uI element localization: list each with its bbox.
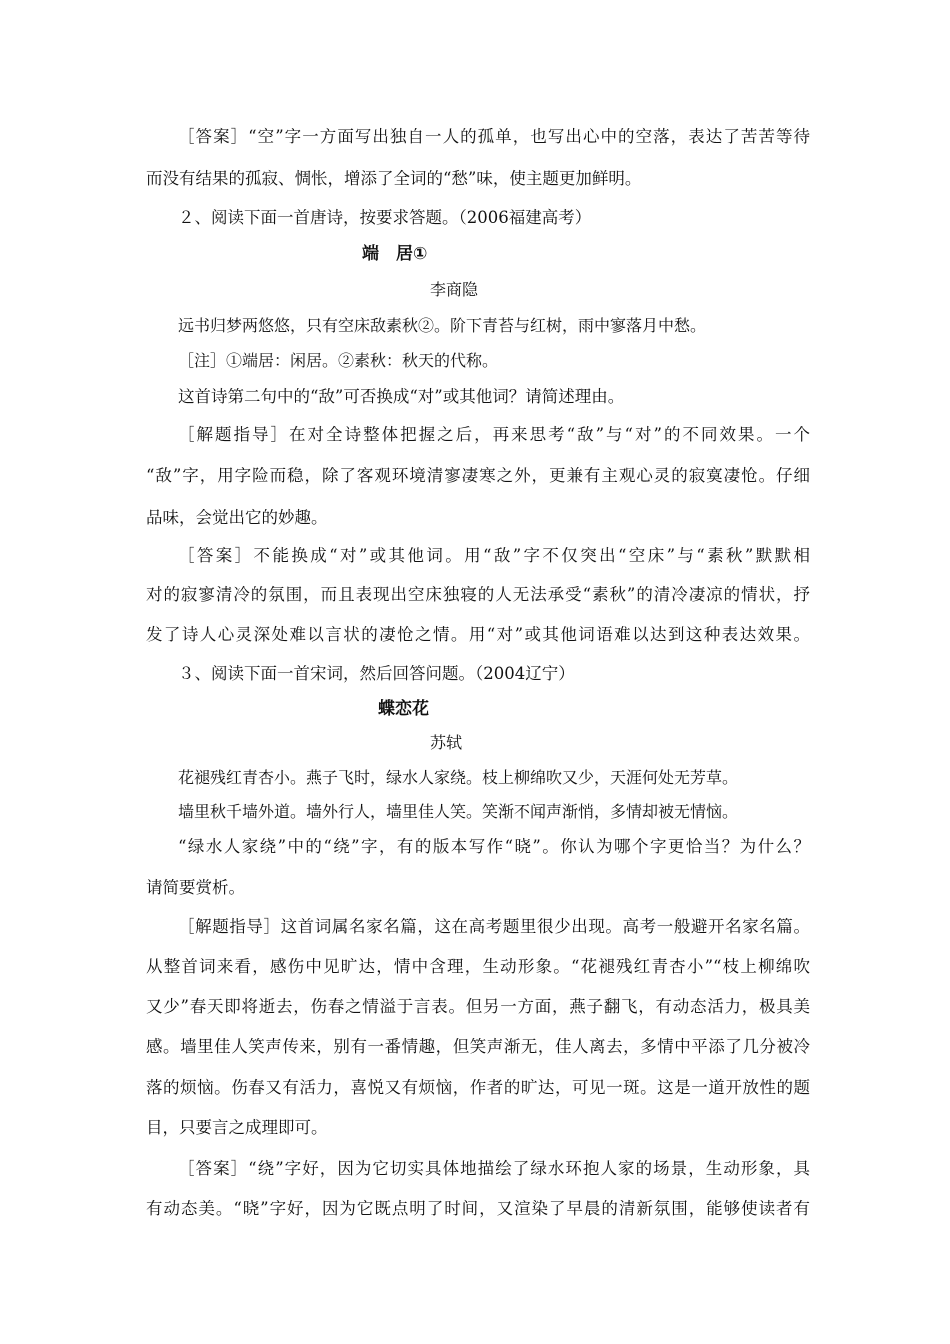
question-3-prompt-1: “绿水人家绕”中的“绕”字，有的版本写作“晓”。你认为哪个字更恰当？为什么？: [178, 837, 810, 856]
guide-2-line-3: 品味，会觉出它的妙趣。: [146, 508, 328, 527]
guide-3-line-1: ［解题指导］这首词属名家名篇，这在高考题里很少出现。高考一般避开名家名篇。: [178, 917, 810, 936]
poem-note: ［注］①端居：闲居。②素秋：秋天的代称。: [178, 351, 499, 370]
question-2-prompt: 这首诗第二句中的“敌”可否换成“对”或其他词？请简述理由。: [178, 387, 625, 406]
answer-1-line-1: ［答案］“空”字一方面写出独自一人的孤单，也写出心中的空落，表达了苦苦等待: [178, 127, 810, 146]
answer-3-line-1: ［答案］“绕”字好，因为它切实具体地描绘了绿水环抱人家的场景，生动形象，具: [178, 1159, 810, 1178]
question-2-heading: ２、阅读下面一首唐诗，按要求答题。（2006福建高考）: [178, 208, 592, 227]
answer-2-line-3: 发了诗人心灵深处难以言状的凄怆之情。用“对”或其他词语难以达到这种表达效果。: [146, 625, 810, 644]
poem-text-dielianhua-1: 花褪残红青杏小。燕子飞时，绿水人家绕。枝上柳绵吹又少，天涯何处无芳草。: [178, 768, 739, 787]
answer-2-line-2: 对的寂寥清冷的氛围，而且表现出空床独寝的人无法承受“素秋”的清冷凄凉的情状，抒: [146, 585, 810, 604]
answer-2-line-1: ［答案］不能换成“对”或其他词。用“敌”字不仅突出“空床”与“素秋”默默相: [178, 546, 810, 565]
poem-title-dielianhua: 蝶恋花: [378, 699, 429, 719]
guide-2-line-1: ［解题指导］在对全诗整体把握之后，再来思考“敌”与“对”的不同效果。一个: [178, 425, 810, 444]
guide-3-line-5: 落的烦恼。伤春又有活力，喜悦又有烦恼，作者的旷达，可见一斑。这是一道开放性的题: [146, 1078, 810, 1097]
poem-title-duanju: 端 居①: [362, 244, 428, 264]
guide-2-line-2: “敌”字，用字险而稳，除了客观环境清寥凄寒之外，更兼有主观心灵的寂寞凄怆。仔细: [146, 466, 810, 485]
poem-author-li-shangyin: 李商隐: [430, 280, 479, 299]
poem-text-dielianhua-2: 墙里秋千墙外道。墙外行人，墙里佳人笑。笑渐不闻声渐悄，多情却被无情恼。: [178, 802, 739, 821]
answer-1-line-2: 而没有结果的孤寂、惆怅，增添了全词的“愁”味，使主题更加鲜明。: [146, 169, 642, 188]
guide-3-line-6: 目，只要言之成理即可。: [146, 1118, 328, 1137]
question-3-heading: ３、阅读下面一首宋词，然后回答问题。（2004辽宁）: [178, 664, 575, 683]
guide-3-line-3: 又少”春天即将逝去，伤春之情溢于言表。但另一方面，燕子翻飞，有动态活力，极具美: [146, 997, 810, 1016]
poem-author-su-shi: 苏轼: [430, 733, 463, 752]
guide-3-line-2: 从整首词来看，感伤中见旷达，情中含理，生动形象。“花褪残红青杏小”“枝上柳绵吹: [146, 957, 810, 976]
guide-3-line-4: 感。墙里佳人笑声传来，别有一番情趣，但笑声渐无，佳人离去，多情中平添了几分被冷: [146, 1037, 810, 1056]
question-3-prompt-2: 请简要赏析。: [146, 878, 245, 897]
poem-text-duanju: 远书归梦两悠悠，只有空床敌素秋②。阶下青苔与红树，雨中寥落月中愁。: [178, 316, 707, 335]
answer-3-line-2: 有动态美。“晓”字好，因为它既点明了时间，又渲染了早晨的清新氛围，能够使读者有: [146, 1199, 810, 1218]
